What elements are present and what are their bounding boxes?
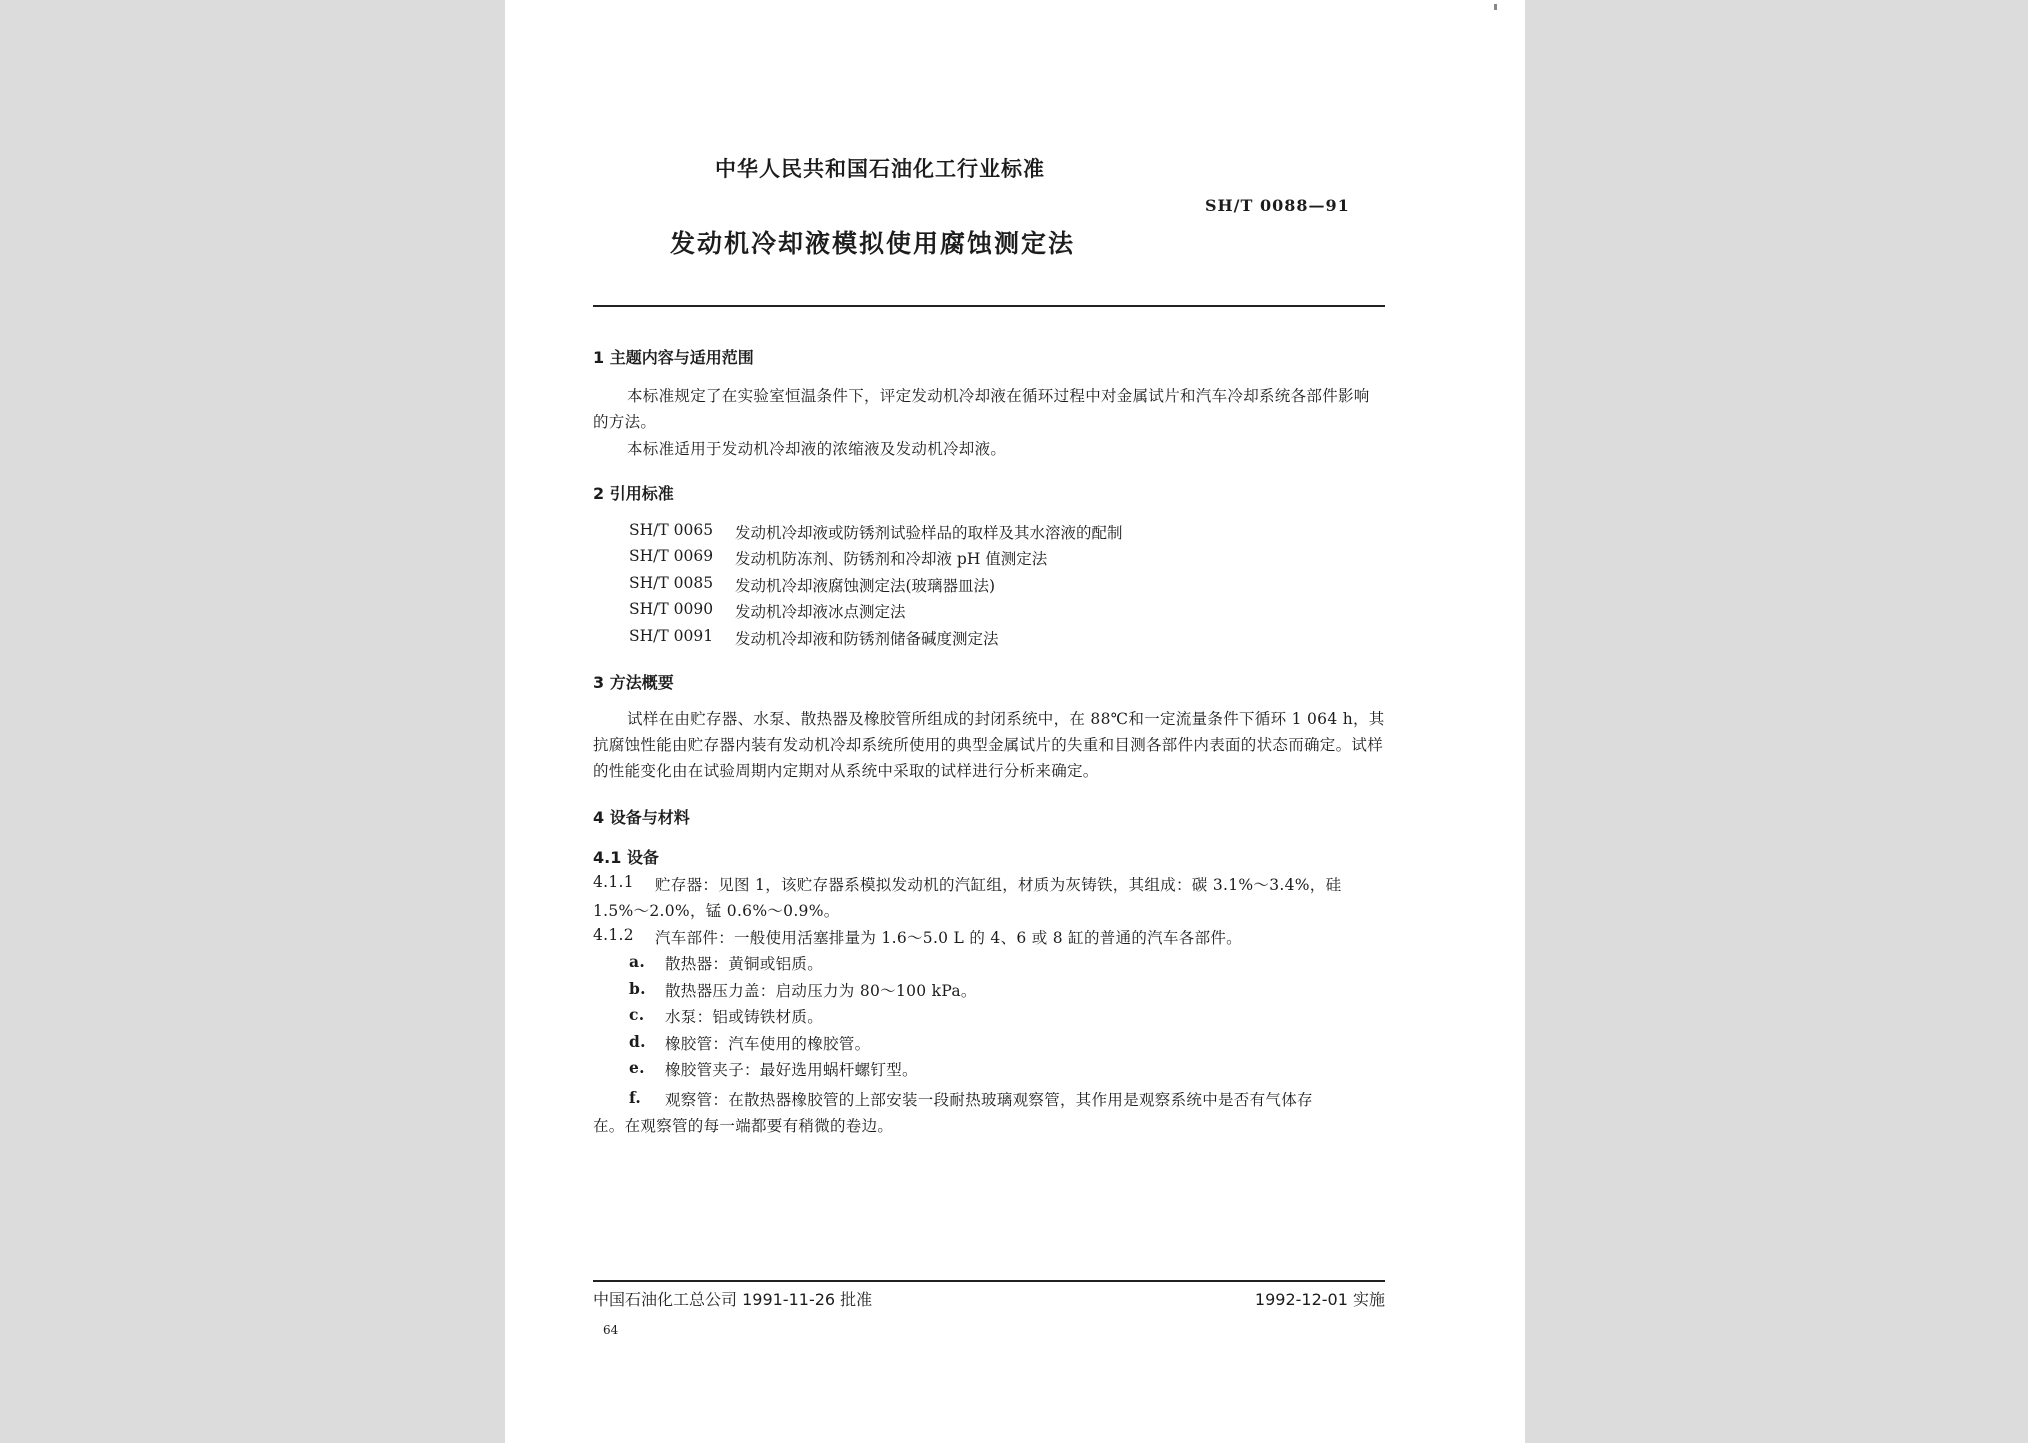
ref-title: 发动机冷却液和防锈剂储备碱度测定法 [735, 630, 999, 648]
list-item-text: 橡胶管：汽车使用的橡胶管。 [665, 1035, 871, 1053]
clause-4-1-1-text: 贮存器：见图 1，该贮存器系模拟发动机的汽缸组，材质为灰铸铁，其组成：碳 3.1%～3.4%，硅 [655, 876, 1342, 894]
section-1-paragraph-2: 本标准适用于发动机冷却液的浓缩液及发动机冷却液。 [627, 440, 1007, 458]
clause-4-1-1-number: 4.1.1 [593, 873, 634, 891]
section-3-heading: 3 方法概要 [593, 673, 674, 692]
list-item-letter: d. [629, 1032, 646, 1051]
ref-title: 发动机冷却液冰点测定法 [735, 603, 906, 621]
ref-code: SH/T 0069 [629, 547, 714, 565]
document-title: 发动机冷却液模拟使用腐蚀测定法 [670, 229, 1076, 258]
section-1-paragraph-1: 本标准规定了在实验室恒温条件下，评定发动机冷却液在循环过程中对金属试片和汽车冷却系统各部件影响的方法。 [593, 387, 1370, 431]
ref-code: SH/T 0090 [629, 600, 714, 618]
ref-code: SH/T 0065 [629, 521, 714, 539]
section-2-heading: 2 引用标准 [593, 484, 674, 503]
list-item-letter: a. [629, 952, 646, 971]
list-item-text: 水泵：铝或铸铁材质。 [665, 1008, 824, 1026]
document-page [505, 0, 1525, 1443]
list-item-text-continued: 在。在观察管的每一端都要有稍微的卷边。 [593, 1117, 894, 1135]
clause-4-1-2-number: 4.1.2 [593, 926, 634, 944]
list-item-letter: e. [629, 1058, 645, 1077]
page-number: 64 [603, 1323, 619, 1337]
ref-code: SH/T 0091 [629, 627, 714, 645]
section-3-paragraph: 试样在由贮存器、水泵、散热器及橡胶管所组成的封闭系统中，在 88℃和一定流量条件下循环 1 064 h，其抗腐蚀性能由贮存器内装有发动机冷却系统所使用的典型金属试片的失重和目测各部件内表面的状态而确定。试样的性能变化由在试验周期内定期对从系统中采取的试样进行分析来确定。 [593, 710, 1385, 780]
title-divider [593, 305, 1385, 307]
list-item-letter: c. [629, 1005, 645, 1024]
clause-4-1-2-text: 汽车部件：一般使用活塞排量为 1.6～5.0 L 的 4、6 或 8 缸的普通的汽车各部件。 [655, 929, 1242, 947]
list-item-letter: f. [629, 1088, 642, 1107]
scan-speck [1494, 4, 1497, 10]
standard-org-header: 中华人民共和国石油化工行业标准 [715, 157, 1045, 181]
ref-title: 发动机防冻剂、防锈剂和冷却液 pH 值测定法 [735, 550, 1048, 568]
ref-code: SH/T 0085 [629, 574, 714, 592]
ref-title: 发动机冷却液或防锈剂试验样品的取样及其水溶液的配制 [735, 524, 1123, 542]
subsection-4-1-heading: 4.1 设备 [593, 848, 659, 867]
list-item-letter: b. [629, 979, 646, 998]
ref-title: 发动机冷却液腐蚀测定法(玻璃器皿法) [735, 577, 996, 595]
effective-date-line: 1992-12-01 实施 [1254, 1290, 1385, 1309]
section-4-heading: 4 设备与材料 [593, 808, 690, 827]
approval-line: 中国石油化工总公司 1991-11-26 批准 [593, 1290, 873, 1309]
list-item-text: 橡胶管夹子：最好选用蜗杆螺钉型。 [665, 1061, 918, 1079]
standard-code: SH/T 0088—91 [1205, 196, 1350, 215]
list-item-text: 散热器压力盖：启动压力为 80～100 kPa。 [665, 982, 977, 1000]
footer-divider [593, 1280, 1385, 1282]
list-item-text: 散热器：黄铜或铝质。 [665, 955, 824, 973]
section-1-heading: 1 主题内容与适用范围 [593, 348, 754, 367]
list-item-text: 观察管：在散热器橡胶管的上部安装一段耐热玻璃观察管，其作用是观察系统中是否有气体存 [665, 1091, 1313, 1109]
clause-4-1-1-text-continued: 1.5%～2.0%，锰 0.6%～0.9%。 [593, 902, 840, 920]
